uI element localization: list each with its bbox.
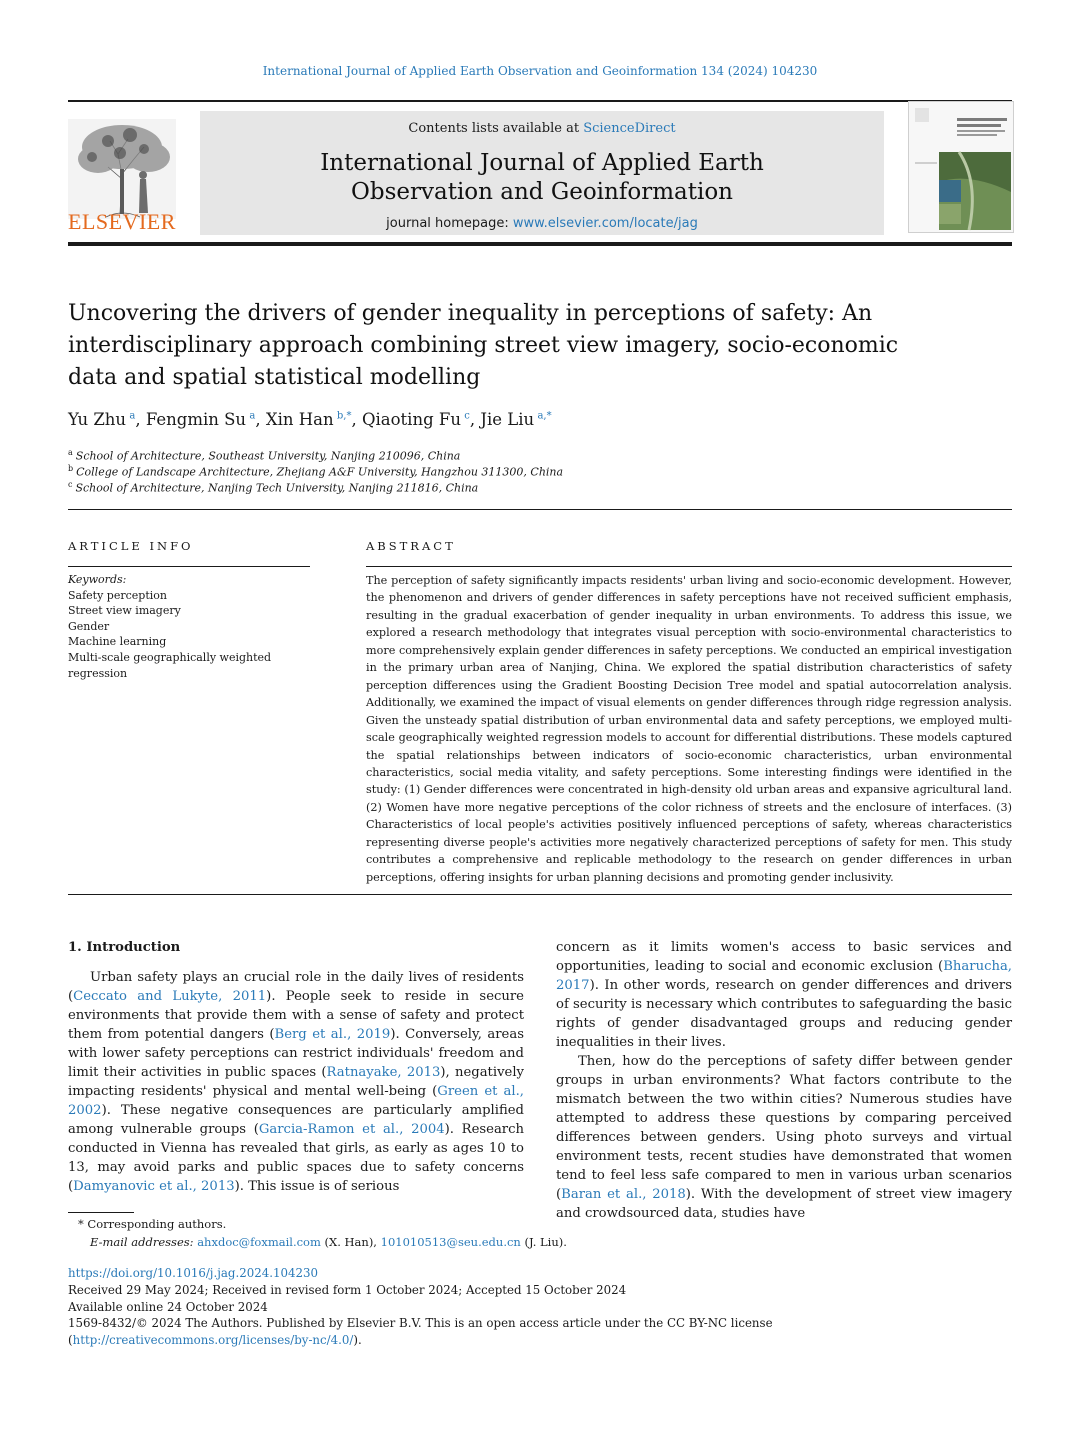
citation-link[interactable]: Bharucha, 2017 (556, 959, 1012, 993)
journal-title-line2: Observation and Geoinformation (351, 179, 733, 205)
journal-title (200, 149, 884, 207)
author-affil-sup[interactable]: a (129, 410, 136, 422)
abstract-rule (366, 566, 1012, 567)
body-text: ). Research conducted in Vienna has revealed that girls, as early as ages 10 to 13, may avoid parks and public spaces due to safety concerns ( (68, 1122, 524, 1194)
journal-title-line1: International Journal of Applied Earth (320, 150, 764, 176)
received-dates: Received 29 May 2024; Received in revised form 1 October 2024; Accepted 15 October 2024 (68, 1283, 627, 1297)
body-text: Then, how do the perceptions of safety differ between gender groups in urban environments? What factors contribute to the mismatch between the two within cities? Numerous studies have attempted to address these questions by comparing perceived differences between genders. Using photo surveys and virtual environment tests, recent studies have demonstrated that women tend to feel less safe compared to men in various urban scenarios ( (556, 1054, 1012, 1202)
intro-paragraph-2 (556, 1052, 1012, 1223)
author-name[interactable]: Yu Zhu (68, 410, 127, 429)
author-affil-sup[interactable]: a,* (537, 410, 552, 422)
body-text: ). Conversely, areas with lower safety perceptions can restrict individuals' freedom and limit their activities in public spaces ( (68, 1027, 524, 1080)
affiliation-text: College of Landscape Architecture, Zhejiang A&F University, Hangzhou 311300, China (76, 465, 564, 479)
email-link[interactable]: 101010513@seu.edu.cn (380, 1235, 521, 1249)
homepage-link[interactable]: www.elsevier.com/locate/jag (512, 216, 698, 231)
journal-citation[interactable]: International Journal of Applied Earth Observation and Geoinformation 134 (2024) 104230 (262, 64, 818, 78)
cover-graphic (909, 102, 1013, 232)
license-end: ). (353, 1333, 362, 1347)
introduction-heading: 1. Introduction (68, 940, 181, 955)
author-affil-sup[interactable]: a (249, 410, 256, 422)
doi-url[interactable]: https://doi.org/10.1016/j.jag.2024.104230 (68, 1266, 319, 1280)
keywords-label: Keywords: (68, 573, 127, 586)
citation-link[interactable]: Green et al., 2002 (68, 1084, 524, 1118)
citation-link[interactable]: Berg et al., 2019 (274, 1027, 391, 1042)
article-info-heading: ARTICLE INFO (68, 539, 194, 553)
journal-banner (200, 111, 884, 235)
license-link[interactable]: http://creativecommons.org/licenses/by-nc/4.0/ (72, 1333, 354, 1347)
author-name[interactable]: Fengmin Su (145, 410, 247, 429)
elsevier-wordmark: ELSEVIER (68, 209, 176, 234)
affiliation-sup: b (68, 464, 74, 473)
body-text: concern as it limits women's access to basic services and opportunities, leading to social and economic exclusion ( (556, 940, 1012, 974)
keyword-item: Multi-scale geographically weighted regression (68, 650, 272, 680)
abstract-text: The perception of safety significantly impacts residents' urban living and socio-economic development. However, the phenomenon and drivers of gender differences in safety perceptions have not received sufficient emphasis, resulting in the gradual exacerbation of gender inequality in urban environments. To address this issue, we explored a research methodology that integrates visual perception with socio-environmental characteristics to more comprehensively explain gender differences in safety perceptions. We conducted an empirical investigation in the primary urban area of Nanjing, China. We explored the spatial distribution characteristics of safety perception differences using the Gradient Boosting Decision Tree model and spatial autocorrelation analysis. Additionally, we examined the impact of visual elements on gender differences through ridge regression analysis. Given the unsteady spatial distribution of urban environmental data and safety perceptions, we employed multi-scale geographically weighted regression models to account for differential distributions. These models captured the spatial relationships between indicators of socio-economic characteristics, urban environmental characteristics, social media vitality, and safety perceptions. Some interesting findings were identified in the study: (1) Gender differences were concentrated in high-density old urban areas and expansive agricultural land. (2) Women have more negative perceptions of the color richness of streets and the enclosure of interfaces. (3) Characteristics of local people's activities positively influenced perceptions of safety, whereas characteristics representing diverse people's activities more negatively characterized perceptions of safety for men. This study contributes a comprehensive and replicable methodology to the research on gender differences in urban perceptions, offering insights for urban planning decisions and promoting gender inclusivity. (366, 574, 1012, 884)
citation-link[interactable]: Ceccato and Lukyte, 2011 (73, 989, 267, 1004)
intro-paragraph-1 (68, 968, 524, 1196)
body-text: ). With the development of street view imagery and crowdsourced data, studies have (556, 1187, 1012, 1221)
author-affil-sup[interactable]: c (464, 410, 470, 422)
affiliation-sup: c (68, 480, 73, 489)
footnote-rule (68, 1212, 134, 1213)
author-name[interactable]: Jie Liu (480, 410, 535, 429)
body-text: ). This issue is of serious (234, 1179, 400, 1194)
contents-line (200, 121, 884, 136)
body-text: ). These negative consequences are particularly amplified among vulnerable groups ( (68, 1103, 524, 1137)
affiliation-text: School of Architecture, Southeast University, Nanjing 210096, China (75, 449, 461, 463)
contents-prefix: Contents lists available at (408, 121, 584, 136)
affiliation-sup: a (68, 448, 73, 457)
homepage-prefix: journal homepage: (386, 216, 513, 231)
article-title: Uncovering the drivers of gender inequality in perceptions of safety: An interdisciplinary approach combining street view imagery, socio-economic data and spatial statistical modelling (68, 301, 899, 390)
corresponding-footnote: * Corresponding authors. (78, 1217, 227, 1231)
email-footnote (90, 1235, 567, 1249)
body-text: ), negatively impacting residents' physical and mental well-being ( (68, 1065, 524, 1099)
header-bottom-rule (68, 242, 1012, 246)
body-text: Urban safety plays an crucial role in the daily lives of residents ( (68, 970, 524, 1004)
citation-link[interactable]: Ratnayake, 2013 (326, 1065, 441, 1080)
abstract-bottom-rule (68, 894, 1012, 895)
keyword-item: Safety perception (68, 588, 167, 602)
keyword-item: Street view imagery (68, 604, 181, 618)
affiliation-c (68, 480, 478, 495)
license-text: 1569-8432/© 2024 The Authors. Published by Elsevier B.V. This is an open access article under the CC BY-NC license ( (68, 1316, 773, 1347)
email-link[interactable]: ahxdoc@foxmail.com (197, 1235, 321, 1249)
intro-paragraph-1-continued (556, 938, 1012, 1052)
author-name[interactable]: Xin Han (265, 410, 334, 429)
journal-cover-image (908, 101, 1014, 233)
citation-link[interactable]: Baran et al., 2018 (561, 1187, 686, 1202)
author-affil-sup[interactable]: b,* (336, 410, 352, 422)
author-list: Yu Zhu $^a$, Fengmin Su $^a$, Xin Han $^{b,*}$, Qiaoting Fu $^c$, Jie Liu $^{a,*}$ (68, 410, 552, 429)
article-info-rule (68, 566, 310, 567)
affiliation-a (68, 448, 460, 463)
citation-link[interactable]: Damyanovic et al., 2013 (73, 1179, 235, 1194)
front-matter-rule (68, 509, 1012, 510)
body-text: ). In other words, research on gender differences and drivers of security is necessary which contributes to safeguarding the basic rights of gender disadvantaged groups and reducing gender inequalities in their lives. (556, 978, 1012, 1050)
author-name[interactable]: Qiaoting Fu (361, 410, 461, 429)
email-owner: (J. Liu). (520, 1235, 567, 1249)
available-online: Available online 24 October 2024 (68, 1300, 268, 1314)
license-statement (68, 1315, 1012, 1349)
abstract-heading: ABSTRACT (366, 539, 456, 553)
keyword-item: Machine learning (68, 635, 167, 649)
affiliation-text: School of Architecture, Nanjing Tech University, Nanjing 211816, China (75, 481, 479, 495)
body-column-right (556, 938, 1012, 1223)
affiliation-b (68, 464, 563, 479)
keyword-item: Gender (68, 619, 110, 633)
doi-link (68, 1265, 1012, 1282)
email-owner: (X. Han), (320, 1235, 381, 1249)
email-label: E-mail addresses: (90, 1235, 194, 1249)
citation-link[interactable]: Garcia-Ramon et al., 2004 (258, 1122, 445, 1137)
sciencedirect-link[interactable]: ScienceDirect (583, 121, 676, 136)
body-column-left (68, 938, 524, 1196)
homepage-line (200, 216, 884, 231)
body-text: ). People seek to reside in secure environments that provide them with a sense of safety and protect them from potential dangers ( (68, 989, 524, 1042)
masthead (68, 101, 1012, 243)
keywords-block (68, 572, 328, 681)
